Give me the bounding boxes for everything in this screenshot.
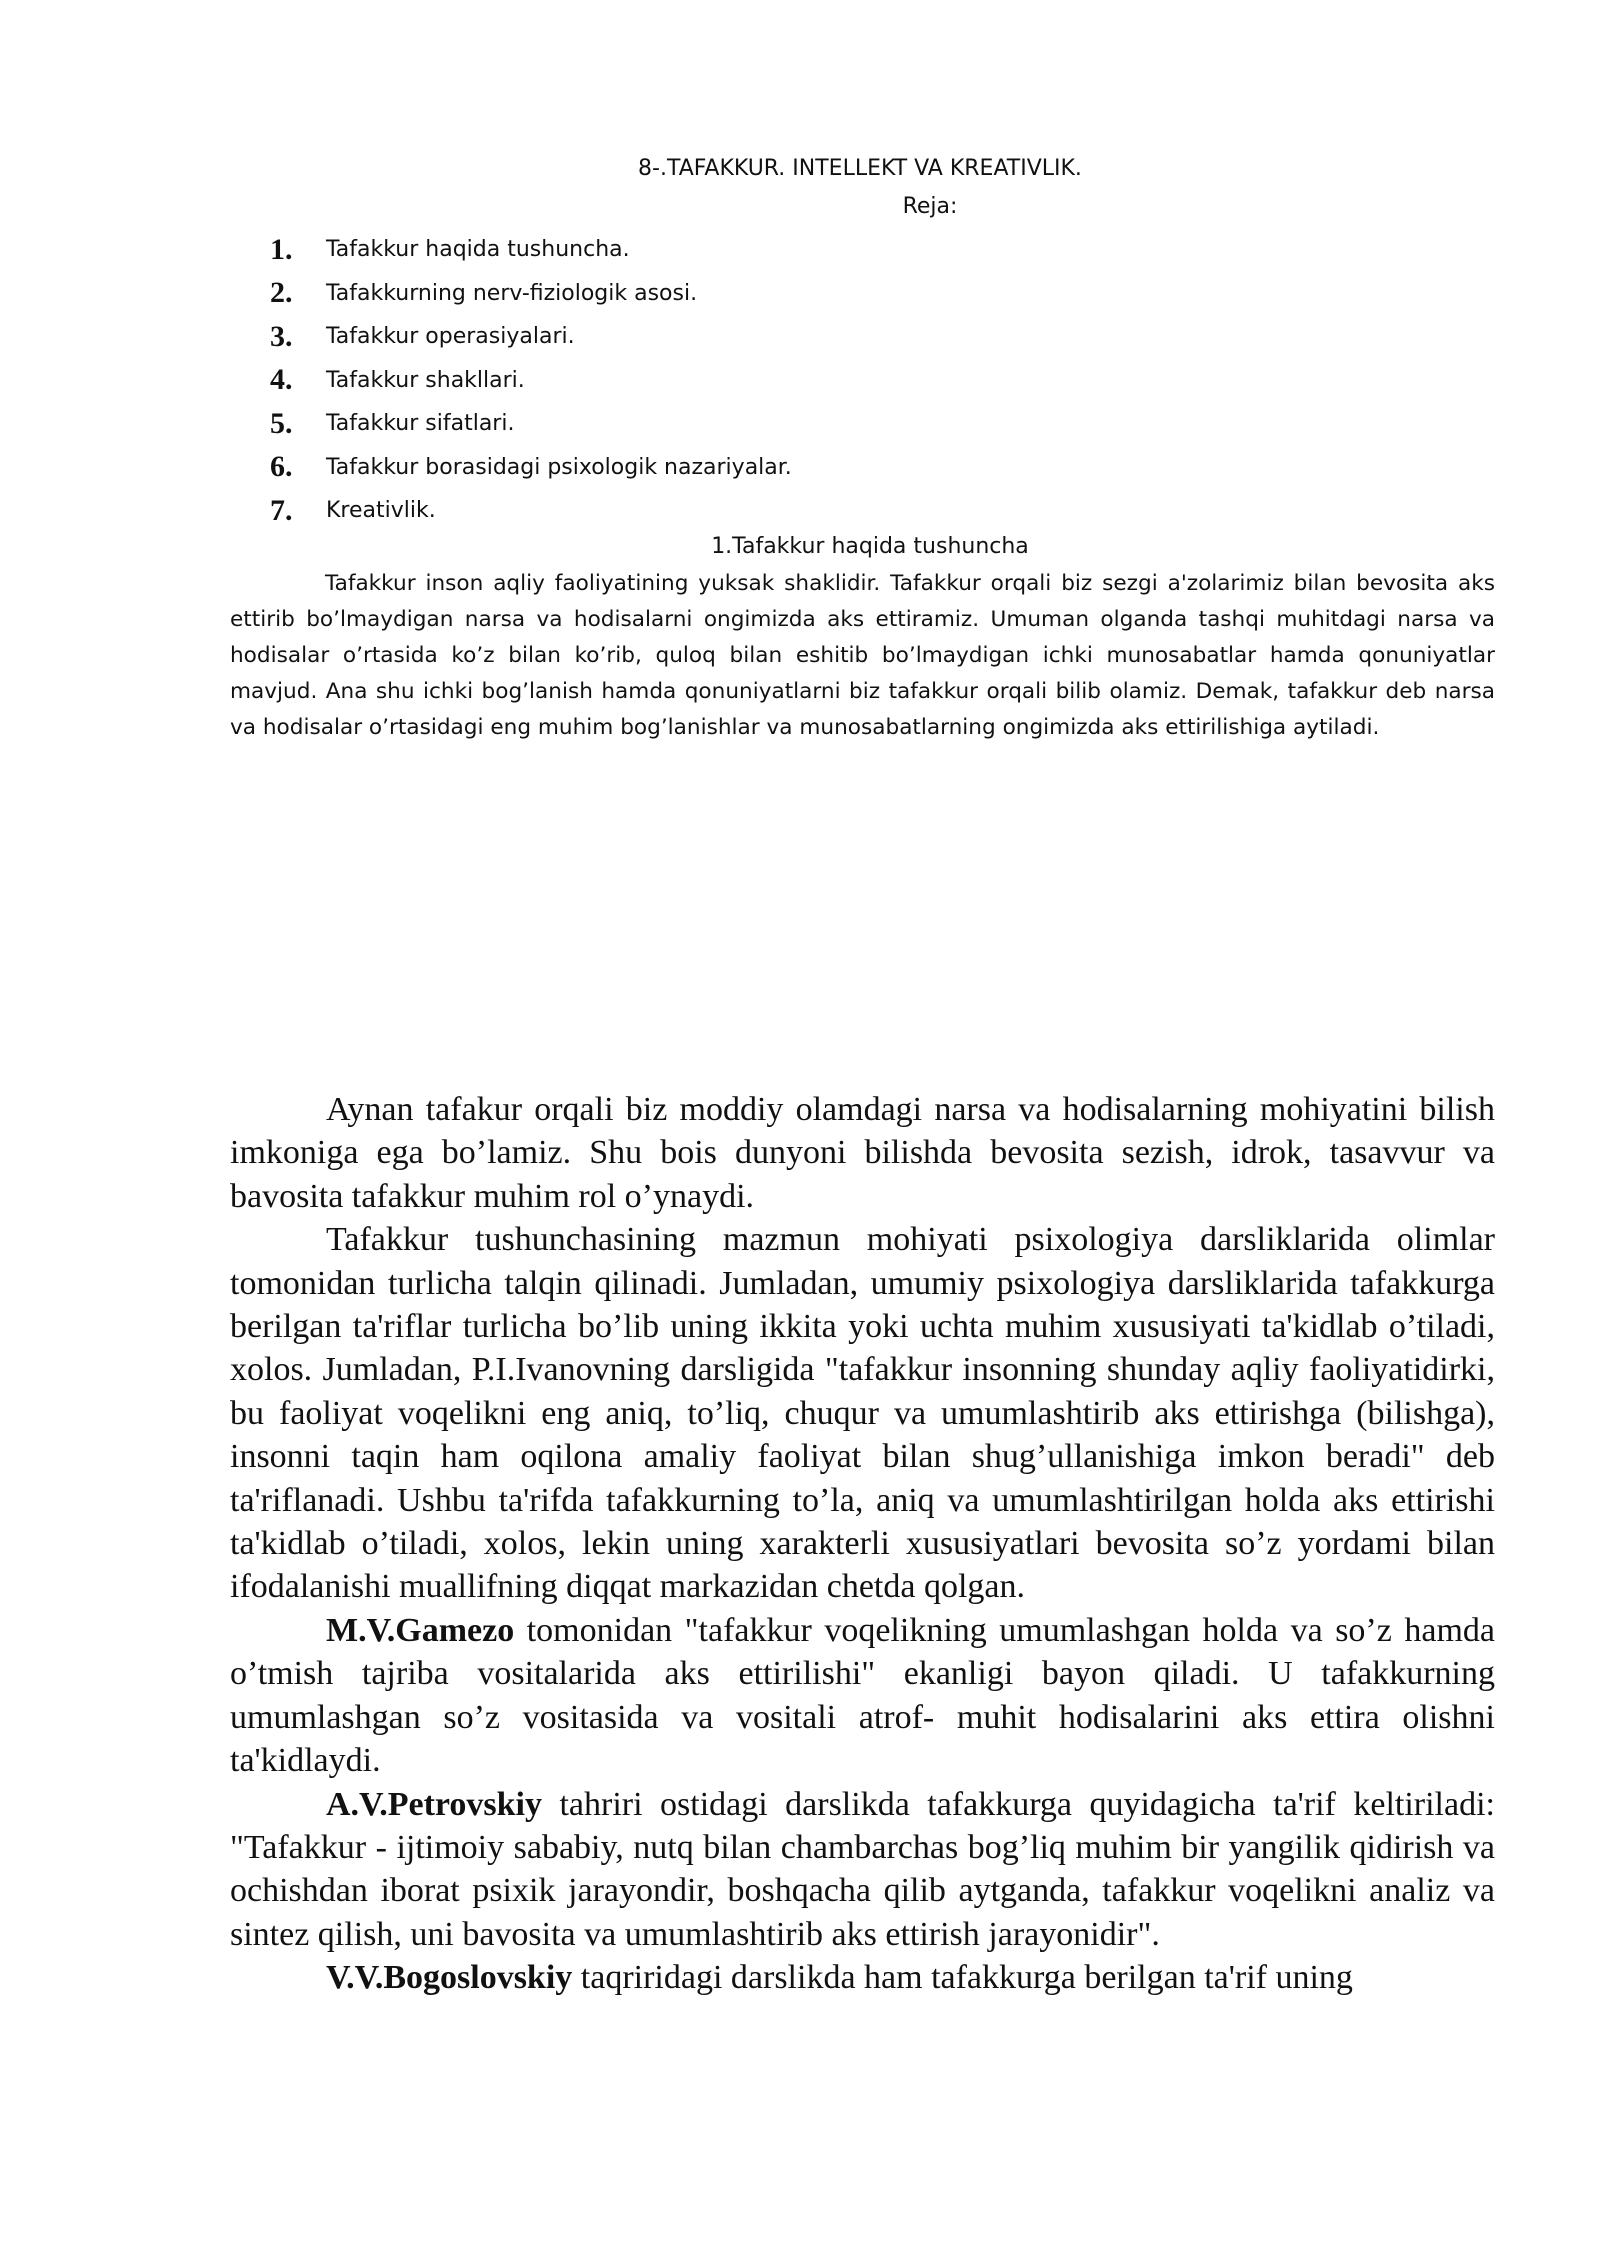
plan-item-number: 2. bbox=[270, 276, 293, 310]
body-paragraph-5 bbox=[230, 1956, 1495, 1999]
plan-item bbox=[270, 315, 792, 359]
plan-item-text: Kreativlik. bbox=[326, 498, 436, 524]
author-name-bogoslovskiy: V.V.Bogoslovskiy bbox=[326, 1959, 573, 1997]
body-paragraph-1: Aynan tafakur orqali biz moddiy olamdagi narsa va hodisalarning mohiyatini bilish imkoniga ega bo’lamiz. Shu bois dunyoni bilishda bevosita sezish, idrok, tasavvur va bavosita tafakkur muhim rol o’ynaydi. bbox=[230, 1091, 1495, 1215]
body-paragraph-4 bbox=[230, 1783, 1495, 1957]
plan-item bbox=[270, 228, 792, 272]
body-text bbox=[230, 1088, 1495, 2000]
plan-item bbox=[270, 359, 792, 403]
plan-item-text: Tafakkur shakllari. bbox=[326, 367, 525, 393]
plan-item-number: 3. bbox=[270, 319, 293, 353]
plan-item-number: 4. bbox=[270, 363, 293, 397]
plan-item-number: 1. bbox=[270, 232, 293, 266]
document-title: 8-.TAFAKKUR. INTELLEKT VA KREATIVLIK. bbox=[638, 156, 1082, 181]
author-name-gamezo: M.V.Gamezo bbox=[326, 1611, 515, 1649]
body-paragraph-2: Tafakkur tushunchasining mazmun mohiyati psixologiya darsliklarida olimlar tomonidan turlicha talqin qilinadi. Jumladan, umumiy psixologiya darsliklarida tafakkurga berilgan ta'riflar turlicha bo’lib uning ikkita yoki uchta muhim xususiyati ta'kidlab o’tiladi, xolos. Jumladan, P.I.Ivanovning darsligida "tafakkur insonning shunday aqliy faoliyatidirki, bu faoliyat voqelikni eng aniq, to’liq, chuqur va umumlashtirib aks ettirishga (bilishga), insonni taqin ham oqilona amaliy faoliyat bilan shug’ullanishiga imkon beradi" deb ta'riflanadi. Ushbu ta'rifda tafakkurning to’la, aniq va umumlashtirilgan holda aks ettirishi ta'kidlab o’tiladi, xolos, lekin uning xarakterli xususiyatlari bevosita so’z yordami bilan ifodalanishi muallifning diqqat markazidan chetda qolgan. bbox=[230, 1221, 1495, 1606]
body-paragraph-5-text: taqriridagi darslikda ham tafakkurga berilgan ta'rif uning bbox=[572, 1959, 1353, 1997]
body-paragraph-3 bbox=[230, 1609, 1495, 1783]
body-paragraph-3-text: tomonidan "tafakkur voqelikning umumlashgan holda va so’z hamda o’tmish tajriba vositalarida aks ettirilishi" ekanligi bayon qiladi. U tafakkurning umumlashgan so’z vositasida va vositali atrof- muhit hodisalarini aks ettira olishni ta'kidlaydi. bbox=[230, 1611, 1495, 1780]
plan-item-number: 7. bbox=[270, 493, 293, 527]
intro-paragraph: Tafakkur inson aqliy faoliyatining yuksak shaklidir. Tafakkur orqali biz sezgi a'zolarimiz bilan bevosita aks ettirib bo’lmaydigan narsa va hodisalarni ongimizda aks ettiramiz. Umuman olganda tashqi muhitdagi narsa va hodisalar o’rtasida ko’z bilan ko’rib, quloq bilan eshitib bo’lmaydigan ichki munosabatlar hamda qonuniyatlar mavjud. Ana shu ichki bog’lanish hamda qonuniyatlarni biz tafakkur orqali bilib olamiz. Demak, tafakkur deb narsa va hodisalar o’rtasidagi eng muhim bog’lanishlar va munosabatlarning ongimizda aks ettirilishiga aytiladi. bbox=[230, 571, 1495, 740]
body-paragraph-4-text: tahriri ostidagi darslikda tafakkurga quyidagicha ta'rif keltiriladi: "Tafakkur - ijtimoiy sababiy, nutq bilan chambarchas bog’liq muhim bir yangilik qidirish va ochishdan iborat psixik jarayondir, boshqacha qilib aytganda, tafakkur voqelikni analiz va sintez qilish, uni bavosita va umumlashtirib aks ettirish jarayonidir". bbox=[230, 1785, 1495, 1953]
plan-list bbox=[270, 228, 792, 533]
plan-item-text: Tafakkur sifatlari. bbox=[326, 411, 515, 437]
plan-item-number: 6. bbox=[270, 450, 293, 484]
plan-item-text: Tafakkurning nerv-fiziologik asosi. bbox=[326, 280, 698, 306]
plan-item bbox=[270, 446, 792, 490]
plan-item-text: Tafakkur operasiyalari. bbox=[326, 324, 575, 350]
plan-item-number: 5. bbox=[270, 406, 293, 440]
plan-item bbox=[270, 489, 792, 533]
plan-label: Reja: bbox=[902, 194, 958, 219]
plan-item bbox=[270, 272, 792, 316]
plan-item bbox=[270, 402, 792, 446]
plan-item-text: Tafakkur borasidagi psixologik nazariyalar. bbox=[326, 454, 792, 480]
section-heading: 1.Tafakkur haqida tushuncha bbox=[711, 534, 1029, 559]
author-name-petrovskiy: A.V.Petrovskiy bbox=[326, 1785, 542, 1823]
plan-item-text: Tafakkur haqida tushuncha. bbox=[326, 237, 630, 263]
